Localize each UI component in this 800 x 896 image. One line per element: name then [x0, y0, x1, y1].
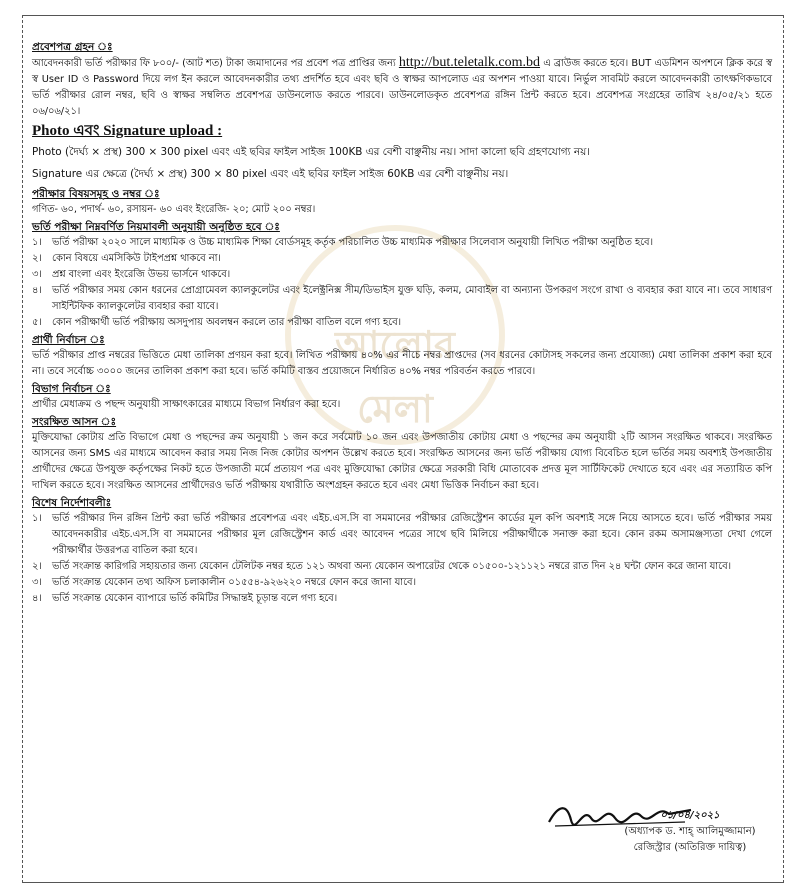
department-text: প্রার্থীর মেধাক্রম ও পছন্দ অনুযায়ী সাক্ষাৎকারের মাধ্যমে বিভাগ নির্ধারণ করা হবে। — [32, 399, 341, 410]
photo-line-1: Photo (দৈর্ঘ্য × প্রস্থ) 300 × 300 pixel এবং এই ছবির ফাইল সাইজ 100KB এর বেশী বাঞ্ছনীয় নয়। সাদা কালো ছবি গ্রহণযোগ্য নয়। — [32, 146, 590, 158]
item-number: ২। — [32, 253, 42, 264]
item-text: ভর্তি সংক্রান্ত যেকোন ব্যাপারে ভর্তি কমিটির সিদ্ধান্তই চূড়ান্ত বলে গণ্য হবে। — [52, 593, 338, 604]
photo-heading: Photo এবং Signature upload : — [32, 123, 223, 139]
admit-text — [32, 55, 772, 120]
list-item — [32, 315, 772, 331]
subjects-heading: পরীক্ষার বিষয়সমূহ ও নম্বর ঃ — [32, 188, 160, 200]
item-text: ভর্তি সংক্রান্ত কারিগরি সহায়তার জন্য যেকোন টেলিটক নম্বর হতে ১২১ অথবা অন্য যেকোন অপারেটর থেকে ০১৫০০-১২১১২১ নম্বরে রাত দিন ২৪ ঘন্টা ফোন করে জানা যাবে। — [52, 561, 732, 572]
list-item — [32, 591, 772, 607]
item-number: ৪। — [32, 593, 42, 604]
rules-heading: ভর্তি পরীক্ষা নিম্নবর্ণিত নিয়মাবলী অনুযায়ী অনুষ্ঠিত হবে ঃ — [32, 221, 280, 233]
notice-body — [32, 38, 772, 607]
special-heading: বিশেষ নির্দেশাবলীঃ — [32, 497, 112, 509]
item-text: ভর্তি সংক্রান্ত যেকোন তথ্য অফিস চলাকালীন ০১৫৫৪-৯২৬২২০ নম্বরে ফোন করে জানা যাবে। — [52, 577, 416, 588]
item-text: ভর্তি পরীক্ষা ২০২০ সালে মাধ্যমিক ও উচ্চ মাধ্যমিক শিক্ষা বোর্ডসমূহ কর্তৃক পরিচালিত উচ্চ মাধ্যমিক পরীক্ষার সিলেবাস অনুযায়ী লিখিত পরীক্ষা অনুষ্ঠিত হবে। — [52, 237, 653, 248]
item-number: ১। — [32, 513, 42, 524]
item-number: ৫। — [32, 317, 42, 328]
watermark-text: আলোর মেলা — [335, 323, 455, 431]
signatory-title: রেজিস্ট্রার (অতিরিক্ত দায়িত্ব) — [633, 842, 747, 853]
list-item — [32, 251, 772, 267]
item-text: ভর্তি পরীক্ষার সময় কোন ধরনের প্রোগ্রামেবল ক্যালকুলেটর এবং ইলেক্ট্রনিক্স সীম/ডিভাইস যুক্ত ঘড়ি, কলম, মোবাইল বা অন্যান্য উপকরণ সংগে রাখা ও ব্যবহার করা যাবে না। তবে সাধারণ সাইন্টিফিক ক্যালকুলেটর ব্যবহার করা যাবে। — [52, 285, 772, 312]
item-text: ভর্তি পরীক্ষার দিন রঙ্গিন প্রিন্ট করা ভর্তি পরীক্ষার প্রবেশপত্র এবং এইচ.এস.সি বা সমমানের পরীক্ষার রেজিস্ট্রেশন কার্ডের মূল কপি অবশ্যই সঙ্গে নিয়ে আসতে হবে। ভর্তি পরীক্ষার সময় আবেদনকারীর এইচ.এস.সি বা সমমানের পরীক্ষার মূল রেজিস্ট্রেশন কার্ড এবং আবেদন পত্রের সাথে ছবি মিলিয়ে পরীক্ষার্থীকে সনাক্ত করা হবে। কোন রকম অসামঞ্জস্যতা দেখা গেলে পরীক্ষার্থীর উত্তরপত্র বাতিল করা হবে। — [52, 513, 772, 556]
item-number: ১। — [32, 237, 42, 248]
selection-heading: প্রার্থী নির্বাচন ঃ — [32, 334, 105, 346]
signatory-name: (অধ্যাপক ড. শাহ্ আলিমুজ্জামান) — [624, 826, 756, 837]
admit-text-b: এ ব্রাউজ করতে হবে। BUT এডমিশন অপশনে ক্লিক করে স্ব স্ব User ID ও Password দিয়ে লগ ইন করলে আবেদনকারীর তথ্য প্রদর্শিত হবে এবং ছবি ও স্বাক্ষর আপলোড এর অপশন পাওয়া যাবে। নির্ভুল সাবমিট করলে আবেদনকারী তাৎক্ষণিকভাবে ভর্তি পরীক্ষার রোল নম্বর, ছবি ও স্বাক্ষর সম্বলিত প্রবেশপত্র ডাউনলোড করতে পারবে। ডাউনলোডকৃত প্রবেশপত্র রঙ্গিন প্রিন্ট করতে হবে। প্রবেশপত্র সংগ্রহের তারিখ ২৪/০৫/২১ হতে ০৬/০৬/২১। — [32, 58, 772, 117]
list-item — [32, 235, 772, 251]
list-item — [32, 283, 772, 315]
item-text: কোন পরীক্ষার্থী ভর্তি পরীক্ষায় অসদুপায় অবলম্বন করলে তার পরীক্ষা বাতিল বলে গণ্য হবে। — [52, 317, 402, 328]
signature-block — [590, 808, 790, 856]
item-number: ৩। — [32, 269, 42, 280]
list-item — [32, 559, 772, 575]
admit-heading: প্রবেশপত্র গ্রহন ঃ — [32, 41, 113, 53]
reserved-heading: সংরক্ষিত আসন ঃ — [32, 416, 117, 428]
item-text: প্রশ্ন বাংলা এবং ইংরেজি উভয় ভার্সনে থাকবে। — [52, 269, 231, 280]
subjects-text: গণিত- ৬০, পদার্থ- ৬০, রসায়ন- ৬০ এবং ইংরেজি- ২০; মোট ২০০ নম্বর। — [32, 204, 316, 215]
list-item — [32, 575, 772, 591]
department-heading: বিভাগ নির্বাচন ঃ — [32, 383, 111, 395]
item-number: ৪। — [32, 285, 42, 296]
list-item — [32, 511, 772, 559]
teletalk-link[interactable]: http://but.teletalk.com.bd — [398, 55, 541, 70]
list-item — [32, 267, 772, 283]
admit-text-a: আবেদনকারী ভর্তি পরীক্ষার ফি ৮০০/- (আট শত) টাকা জমাদানের পর প্রবেশ পত্র প্রাপ্তির জন্য — [32, 58, 396, 69]
photo-line-2: Signature এর ক্ষেত্রে (দৈর্ঘ্য × প্রস্থ) 300 × 80 pixel এবং এই ছবির ফাইল সাইজ 60KB এর বেশী বাঞ্ছনীয় নয়। — [32, 168, 509, 180]
selection-text: ভর্তি পরীক্ষার প্রাপ্ত নম্বরের ভিত্তিতে মেধা তালিকা প্রণয়ন করা হবে। লিখিত পরীক্ষায় ৪০% এর নীচে নম্বর প্রাপ্তদের (সব ধরনের কোটাসহ সকলের জন্য প্রযোজ্য) মেধা তালিকা প্রকাশ করা হবে না। তবে সর্বোচ্চ ৩০০০ জনের তালিকা প্রকাশ করা হবে। ভর্তি কমিটি বাস্তব প্রয়োজনে নির্ধারিত ৪০% নম্বর পরিবর্তন করতে পারবে। — [32, 350, 772, 377]
signature-date: ০১/০৪/২০২১ — [660, 810, 720, 821]
item-number: ২। — [32, 561, 42, 572]
item-number: ৩। — [32, 577, 42, 588]
item-text: কোন বিষয়ে এমসিকিউ টাইপপ্রশ্ন থাকবে না। — [52, 253, 221, 264]
reserved-text: মুক্তিযোদ্ধা কোটায় প্রতি বিভাগে মেধা ও পছন্দের ক্রম অনুযায়ী ১ জন করে সর্বমোট ১০ জন এবং উপজাতীয় কোটায় মেধা ও পছন্দের ক্রম অনুযায়ী ২টি আসন সংরক্ষিত থাকবে। সংরক্ষিত আসনের জন্য SMS এর মাধ্যমে আবেদন করার সময় নিজ নিজ কোটার অপশন উল্লেখ করতে হবে। সংরক্ষিত আসনের জন্য ভর্তি পরীক্ষায় যোগ্য বিবেচিত হলে ভর্তির সময় অবশ্যই উপজাতীয় প্রার্থীদের ক্ষেত্রে উপযুক্ত কর্তৃপক্ষের নিকট হতে উপজাতী মর্মে প্রত্যয়ণ পত্র এবং মুক্তিযোদ্ধা কোটার ক্ষেত্রে সরকারী বিধি মোতাবেক প্রদত্ত মূল সার্টিফিকেট দেখাতে হবে এবং এর সত্যায়িত কপি দাখিল করতে হবে। সংরক্ষিত আসনের প্রার্থীদেরও ভর্তি পরীক্ষায় যথারীতি অংশগ্রহন করতে হবে এবং মেধা ভিত্তিক নির্বাচন করা হবে। — [32, 432, 772, 491]
